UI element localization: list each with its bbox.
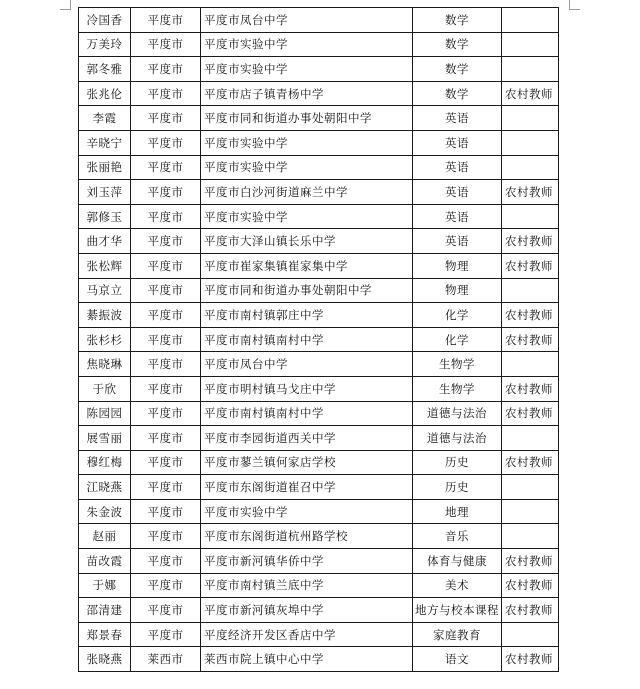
city-cell: 平度市 (131, 106, 201, 131)
table-row (79, 622, 559, 647)
subject-cell: 英语 (413, 204, 502, 229)
city-cell: 平度市 (131, 549, 201, 574)
subject-cell: 化学 (413, 327, 502, 352)
school-cell: 平度市同和街道办事处朝阳中学 (201, 278, 413, 303)
city-cell: 平度市 (131, 622, 201, 647)
school-cell: 平度市大泽山镇长乐中学 (201, 229, 413, 254)
city-cell: 平度市 (131, 57, 201, 82)
school-cell: 平度市新河镇灰埠中学 (201, 598, 413, 623)
teacher-name-cell: 张晓燕 (79, 647, 131, 672)
school-cell: 平度市实验中学 (201, 130, 413, 155)
subject-cell: 生物学 (413, 376, 502, 401)
subject-cell: 数学 (413, 32, 502, 57)
teacher-name-cell: 张丽艳 (79, 155, 131, 180)
note-cell (502, 106, 559, 131)
subject-cell: 地理 (413, 499, 502, 524)
table-row (79, 475, 559, 500)
table-row (79, 32, 559, 57)
table-row (79, 573, 559, 598)
teacher-name-cell: 郭冬雅 (79, 57, 131, 82)
note-cell (502, 524, 559, 549)
subject-cell: 音乐 (413, 524, 502, 549)
city-cell: 平度市 (131, 573, 201, 598)
table-row (79, 647, 559, 672)
subject-cell: 历史 (413, 475, 502, 500)
teacher-name-cell: 展雪丽 (79, 426, 131, 451)
margin-corner-mark-left (60, 0, 71, 10)
teacher-name-cell: 马京立 (79, 278, 131, 303)
note-cell (502, 204, 559, 229)
table-row (79, 426, 559, 451)
note-cell: 农村教师 (502, 376, 559, 401)
subject-cell: 道德与法治 (413, 401, 502, 426)
table-row (79, 376, 559, 401)
city-cell: 莱西市 (131, 647, 201, 672)
city-cell: 平度市 (131, 32, 201, 57)
subject-cell: 化学 (413, 303, 502, 328)
note-cell: 农村教师 (502, 401, 559, 426)
subject-cell: 物理 (413, 253, 502, 278)
teacher-name-cell: 张兆伦 (79, 81, 131, 106)
school-cell: 平度市实验中学 (201, 57, 413, 82)
city-cell: 平度市 (131, 499, 201, 524)
note-cell (502, 278, 559, 303)
note-cell: 农村教师 (502, 229, 559, 254)
table-row (79, 278, 559, 303)
city-cell: 平度市 (131, 229, 201, 254)
teacher-name-cell: 焦晓琳 (79, 352, 131, 377)
school-cell: 平度市凤台中学 (201, 352, 413, 377)
city-cell: 平度市 (131, 598, 201, 623)
note-cell (502, 622, 559, 647)
city-cell: 平度市 (131, 253, 201, 278)
city-cell: 平度市 (131, 327, 201, 352)
note-cell: 农村教师 (502, 598, 559, 623)
teacher-list-body (79, 8, 559, 672)
city-cell: 平度市 (131, 180, 201, 205)
table-row (79, 450, 559, 475)
table-row (79, 352, 559, 377)
teacher-name-cell: 郑景春 (79, 622, 131, 647)
subject-cell: 道德与法治 (413, 426, 502, 451)
teacher-name-cell: 邵清建 (79, 598, 131, 623)
city-cell: 平度市 (131, 450, 201, 475)
table-row (79, 81, 559, 106)
note-cell (502, 130, 559, 155)
note-cell (502, 426, 559, 451)
city-cell: 平度市 (131, 278, 201, 303)
city-cell: 平度市 (131, 475, 201, 500)
teacher-name-cell: 江晓燕 (79, 475, 131, 500)
subject-cell: 英语 (413, 229, 502, 254)
subject-cell: 体育与健康 (413, 549, 502, 574)
note-cell (502, 499, 559, 524)
note-cell (502, 8, 559, 33)
note-cell: 农村教师 (502, 647, 559, 672)
teacher-name-cell: 曲才华 (79, 229, 131, 254)
city-cell: 平度市 (131, 426, 201, 451)
city-cell: 平度市 (131, 303, 201, 328)
city-cell: 平度市 (131, 155, 201, 180)
city-cell: 平度市 (131, 524, 201, 549)
school-cell: 平度市南村镇南村中学 (201, 327, 413, 352)
note-cell (502, 352, 559, 377)
city-cell: 平度市 (131, 8, 201, 33)
table-row (79, 327, 559, 352)
subject-cell: 物理 (413, 278, 502, 303)
note-cell (502, 57, 559, 82)
note-cell (502, 475, 559, 500)
subject-cell: 生物学 (413, 352, 502, 377)
school-cell: 平度市白沙河街道麻兰中学 (201, 180, 413, 205)
school-cell: 莱西市院上镇中心中学 (201, 647, 413, 672)
teacher-name-cell: 冷国香 (79, 8, 131, 33)
school-cell: 平度市实验中学 (201, 32, 413, 57)
table-row (79, 598, 559, 623)
subject-cell: 数学 (413, 8, 502, 33)
school-cell: 平度市店子镇青杨中学 (201, 81, 413, 106)
note-cell: 农村教师 (502, 303, 559, 328)
table-row (79, 155, 559, 180)
teacher-name-cell: 陈园园 (79, 401, 131, 426)
subject-cell: 英语 (413, 106, 502, 131)
note-cell (502, 155, 559, 180)
subject-cell: 英语 (413, 155, 502, 180)
table-row (79, 229, 559, 254)
teacher-name-cell: 穆红梅 (79, 450, 131, 475)
teacher-name-cell: 张松辉 (79, 253, 131, 278)
note-cell: 农村教师 (502, 450, 559, 475)
teacher-name-cell: 綦振波 (79, 303, 131, 328)
teacher-name-cell: 刘玉萍 (79, 180, 131, 205)
teacher-name-cell: 苗改霞 (79, 549, 131, 574)
school-cell: 平度经济开发区香店中学 (201, 622, 413, 647)
table-row (79, 499, 559, 524)
teacher-name-cell: 郭修玉 (79, 204, 131, 229)
school-cell: 平度市明村镇马戈庄中学 (201, 376, 413, 401)
school-cell: 平度市同和街道办事处朝阳中学 (201, 106, 413, 131)
note-cell: 农村教师 (502, 81, 559, 106)
subject-cell: 数学 (413, 81, 502, 106)
school-cell: 平度市蓼兰镇何家店学校 (201, 450, 413, 475)
teacher-name-cell: 万美玲 (79, 32, 131, 57)
school-cell: 平度市东阁街道杭州路学校 (201, 524, 413, 549)
subject-cell: 英语 (413, 130, 502, 155)
table-row (79, 524, 559, 549)
school-cell: 平度市凤台中学 (201, 8, 413, 33)
teacher-name-cell: 李霞 (79, 106, 131, 131)
teacher-name-cell: 辛晓宁 (79, 130, 131, 155)
note-cell: 农村教师 (502, 180, 559, 205)
table-row (79, 106, 559, 131)
note-cell: 农村教师 (502, 253, 559, 278)
city-cell: 平度市 (131, 130, 201, 155)
table-row (79, 303, 559, 328)
school-cell: 平度市南村镇南村中学 (201, 401, 413, 426)
city-cell: 平度市 (131, 81, 201, 106)
table-row (79, 253, 559, 278)
city-cell: 平度市 (131, 376, 201, 401)
school-cell: 平度市南村镇兰底中学 (201, 573, 413, 598)
teacher-name-cell: 朱金波 (79, 499, 131, 524)
note-cell (502, 32, 559, 57)
school-cell: 平度市实验中学 (201, 204, 413, 229)
subject-cell: 美术 (413, 573, 502, 598)
school-cell: 平度市实验中学 (201, 499, 413, 524)
school-cell: 平度市李园街道西关中学 (201, 426, 413, 451)
subject-cell: 英语 (413, 180, 502, 205)
city-cell: 平度市 (131, 401, 201, 426)
table-row (79, 130, 559, 155)
margin-corner-mark-right (569, 0, 580, 10)
teacher-name-cell: 张杉杉 (79, 327, 131, 352)
note-cell: 农村教师 (502, 549, 559, 574)
subject-cell: 家庭教育 (413, 622, 502, 647)
subject-cell: 语文 (413, 647, 502, 672)
city-cell: 平度市 (131, 204, 201, 229)
table-row (79, 8, 559, 33)
table-row (79, 549, 559, 574)
subject-cell: 历史 (413, 450, 502, 475)
table-row (79, 204, 559, 229)
school-cell: 平度市东阁街道崔召中学 (201, 475, 413, 500)
note-cell: 农村教师 (502, 573, 559, 598)
school-cell: 平度市新河镇华侨中学 (201, 549, 413, 574)
table-row (79, 57, 559, 82)
table-row (79, 180, 559, 205)
subject-cell: 地方与校本课程 (413, 598, 502, 623)
teacher-list-table (78, 7, 559, 672)
subject-cell: 数学 (413, 57, 502, 82)
teacher-name-cell: 赵丽 (79, 524, 131, 549)
note-cell: 农村教师 (502, 327, 559, 352)
school-cell: 平度市实验中学 (201, 155, 413, 180)
teacher-name-cell: 于欣 (79, 376, 131, 401)
teacher-name-cell: 于娜 (79, 573, 131, 598)
city-cell: 平度市 (131, 352, 201, 377)
school-cell: 平度市崔家集镇崔家集中学 (201, 253, 413, 278)
school-cell: 平度市南村镇郭庄中学 (201, 303, 413, 328)
table-row (79, 401, 559, 426)
